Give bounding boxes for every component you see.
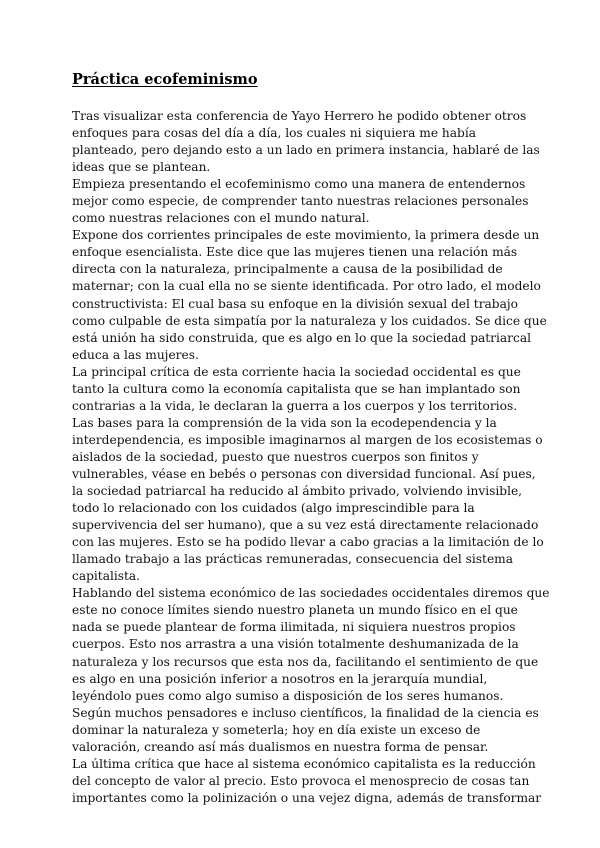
text-line: como nuestras relaciones con el mundo natural. — [72, 211, 370, 226]
text-line: ideas que se plantean. — [72, 160, 211, 175]
text-line: es algo en una posición inferior a nosotros en la jerarquía mundial, — [72, 671, 488, 686]
text-line: enfoque esencialista. Este dice que las mujeres tienen una relación más — [72, 245, 518, 260]
text-line: La principal crítica de esta corriente hacia la sociedad occidental es que — [72, 364, 521, 379]
text-line: cuerpos. Esto nos arrastra a una visión totalmente deshumanizada de la — [72, 637, 519, 652]
text-line: planteado, pero dejando esto a un lado en primera instancia, hablaré de las — [72, 143, 540, 158]
document-body — [72, 108, 550, 807]
text-line: valoración, creando así más dualismos en nuestra forma de pensar. — [72, 739, 489, 754]
text-line: está unión ha sido construida, que es algo en lo que la sociedad patriarcal — [72, 330, 531, 345]
text-line: del concepto de valor al precio. Esto provoca el menosprecio de cosas tan — [72, 773, 530, 788]
text-line: con las mujeres. Esto se ha podido llevar a cabo gracias a la limitación de lo — [72, 535, 544, 550]
text-line: nada se puede plantear de forma ilimitada, ni siquiera nuestros propios — [72, 620, 516, 635]
text-line: Empieza presentando el ecofeminismo como una manera de entendernos — [72, 177, 526, 192]
text-line: como culpable de esta simpatía por la naturaleza y los cuidados. Se dice que — [72, 313, 547, 328]
document-title: Práctica ecofeminismo — [72, 71, 258, 88]
text-line: directa con la naturaleza, principalmente a causa de la posibilidad de — [72, 262, 503, 277]
text-line: tanto la cultura como la economía capitalista que se han implantado son — [72, 381, 521, 396]
text-line: contrarias a la vida, le declaran la guerra a los cuerpos y los territorios. — [72, 398, 518, 413]
text-line: la sociedad patriarcal ha reducido al ámbito privado, volviendo invisible, — [72, 484, 523, 499]
text-line: dominar la naturaleza y someterla; hoy en día existe un exceso de — [72, 722, 481, 737]
text-line: Hablando del sistema económico de las sociedades occidentales diremos que — [72, 586, 550, 601]
text-line: Las bases para la comprensión de la vida son la ecodependencia y la — [72, 415, 497, 430]
text-line: leyéndolo pues como algo sumiso a disposición de los seres humanos. — [72, 688, 504, 703]
text-line: constructivista: El cual basa su enfoque en la división sexual del trabajo — [72, 296, 518, 311]
text-line: llamado trabajo a las prácticas remuneradas, consecuencia del sistema — [72, 552, 513, 567]
text-line: La última crítica que hace al sistema económico capitalista es la reducción — [72, 756, 536, 771]
text-line: este no conoce límites siendo nuestro planeta un mundo físico en el que — [72, 603, 518, 618]
text-line: vulnerables, véase en bebés o personas con diversidad funcional. Así pues, — [72, 466, 536, 481]
text-line: todo lo relacionado con los cuidados (algo imprescindible para la — [72, 501, 475, 516]
text-line: educa a las mujeres. — [72, 347, 199, 362]
text-line: supervivencia del ser humano), que a su vez está directamente relacionado — [72, 518, 539, 533]
text-line: Según muchos pensadores e incluso científicos, la finalidad de la ciencia es — [72, 705, 539, 720]
text-line: Expone dos corrientes principales de este movimiento, la primera desde un — [72, 228, 540, 243]
text-line: Tras visualizar esta conferencia de Yayo Herrero he podido obtener otros — [72, 109, 527, 123]
text-line: aislados de la sociedad, puesto que nuestros cuerpos son finitos y — [72, 449, 479, 464]
text-line: enfoques para cosas del día a día, los cuales ni siquiera me había — [72, 126, 476, 141]
text-line: naturaleza y los recursos que esta nos da, facilitando el sentimiento de que — [72, 654, 539, 669]
text-line: capitalista. — [72, 569, 141, 584]
text-line: mejor como especie, de comprender tanto nuestras relaciones personales — [72, 194, 529, 209]
text-line: maternar; con la cual ella no se siente identificada. Por otro lado, el modelo — [72, 279, 541, 294]
text-line: importantes como la polinización o una vejez digna, además de transformar — [72, 790, 542, 805]
text-line: interdependencia, es imposible imaginarnos al margen de los ecosistemas o — [72, 432, 543, 447]
